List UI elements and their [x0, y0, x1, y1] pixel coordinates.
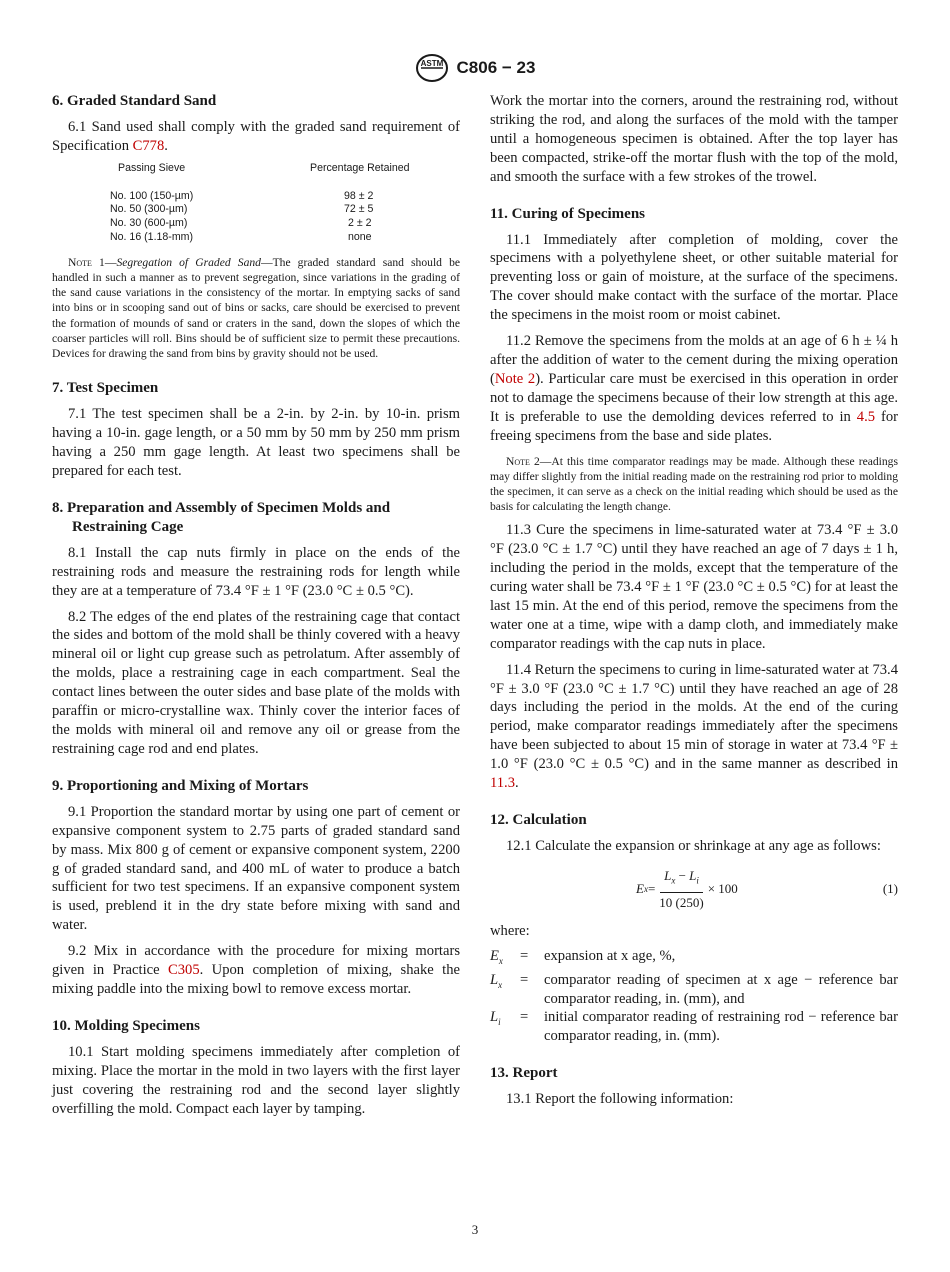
table-row: No. 50 (300-µm) 72 ± 5 [110, 203, 374, 216]
equation-fraction: $\frac{L_x - L_i}{10 (250)}$ [659, 868, 704, 910]
para-8-2: 8.2 The edges of the end plates of the restraining cage that contact the sides and bottom of the mold shall be thinly covered with a heavy mineral oil or light cup grease such as petrolatum. After assembly of the molds, place a restraining cage in each compartment. Seal the contact lines between the outer sides and base plate of the molds with paraffin or micro-crystalline wax. Thinly cover the interior faces of the molds with mineral oil and remove any oil or grease from the restraining cage rod and end plates. [52, 608, 460, 757]
para-11-2: 11.2 Remove the specimens from the molds at an age of 6 h ± ¼ h after the addition of water to the cement during the mixing operation (Note 2). Particular care must be exercised in this operation in order not to damage the specimens because of their low strength at this age. It is preferable to use the demolding devices referred to in 4.5 for freeing specimens from the base and side plates. [490, 333, 899, 444]
note-1: Note 1—Segregation of Graded Sand—The graded standard sand should be handled in such a manner as to prevent segregation, since variations in the grading of the sand cause variations in the consistency of the mortar. In emptying sacks of sand into bins or in scooping sand out of bins or sacks, care should be exercised to prevent the formation of mounds of sand or craters in the sand, down the slopes of which the coarser particles will roll. Bins should be of sufficient size to permit these precautions. Devices for drawing the sand from bins by gravity should not be used. [52, 255, 461, 361]
section-11-title: 11. Curing of Specimens [490, 205, 646, 222]
astm-logo-icon [415, 53, 449, 83]
note-2: Note 2—At this time comparator readings may be made. Although these readings may differ slightly from the initial reading made on the restraining rod prior to molding the specimen, it can serve as a check on the initial reading which should be used as the basis for calculating the length change. [490, 454, 898, 514]
equation-1: E x = $\frac{L_x - L_i}{10 (250)}$ × 100 (1) [490, 868, 898, 912]
para-10-1: 10.1 Start molding specimens immediately after completion of mixing. Place the mortar in the mold in two layers with the first layer just covering the restraining rod and the second layer slightly overfilling the mold. Compact each layer by tamping. [52, 1043, 460, 1117]
link-c305[interactable]: C305 [168, 962, 200, 979]
sieve-table [52, 162, 460, 245]
list-item: $L_i$ = initial comparator reading of restraining rod − reference bar comparator reading, in. (mm). [490, 1009, 898, 1045]
para-7-1: 7.1 The test specimen shall be a 2-in. by 2-in. by 10-in. prism having a 10-in. gage length, or a 50 mm by 50 mm by 250 mm prism having a 250 mm gage length. At least two specimens shall be prepared for each test. [52, 406, 460, 479]
right-column [490, 92, 898, 1109]
para-11-1: 11.1 Immediately after completion of molding, cover the specimens with a polyethylene sheet, or other suitable material for preventing loss or gain of moisture, at the surface of the specimens. The cover should make contact with the surface of the mortar. Place the specimens in the moist room or moist cabinet. [490, 231, 898, 324]
para-9-1: 9.1 Proportion the standard mortar by using one part of cement or expansive component system to 2.75 parts of graded standard sand by mass. Mix 800 g of cement or expansive component system, 2200 g of graded standard sand, and 400 mL of water to produce a batch sufficient for two test specimens. If an expansive component system is used, preblend it in the dry state before mixing with sand and water. [52, 803, 460, 934]
page-header [0, 52, 950, 84]
document-designation: C806 − 23 [456, 58, 536, 77]
definitions-list [490, 947, 898, 1046]
equation-number: (1) [882, 881, 898, 897]
para-11-3: 11.3 Cure the specimens in lime-saturated water at 73.4 °F ± 3.0 °F (23.0 °C ± 1.7 °C) until they have reached an age of 7 days ± 1 h, including the period in the molds, except that the temperature of the curing water shall be 73.4 °F ± 1 °F (23.0 °C ± 0.5 °C) for at least the last 15 min. At the end of this period, remove the specimens from the water one at a time, wipe with a damp cloth, and immediately make comparator readings with the cap nuts in place. [490, 522, 898, 652]
section-8-title: 8. Preparation and Assembly of Specimen Molds and Restraining Cage [52, 499, 391, 535]
para-8-1: 8.1 Install the cap nuts firmly in place on the ends of the restraining rods and measure the restraining rods for length while they are at a temperature of 73.4 °F ± 1 °F (23.0 °C ± 0.5 °C). [52, 544, 460, 599]
section-9-title: 9. Proportioning and Mixing of Mortars [52, 777, 309, 794]
para-6-1: 6.1 Sand used shall comply with the graded sand requirement of Specification C778. [52, 119, 460, 154]
link-4-5[interactable]: 4.5 [856, 408, 876, 425]
link-11-3[interactable]: 11.3 [490, 775, 515, 792]
para-12-1: 12.1 Calculate the expansion or shrinkage at any age as follows: [506, 838, 881, 854]
section-10-title: 10. Molding Specimens [52, 1017, 200, 1034]
page-number: 3 [471, 1222, 479, 1237]
link-c778[interactable]: C778 [132, 137, 165, 154]
para-9-2: 9.2 Mix in accordance with the procedure for mixing mortars given in Practice C305. Upon completion of mixing, shake the mixing paddle into the mixing bowl to remove excess mortar. [52, 943, 461, 997]
table-row: No. 16 (1.18-mm) none [110, 231, 372, 243]
list-item: $L_x$ = comparator reading of specimen at x age − reference bar comparator reading, in. (mm), and [490, 971, 898, 1007]
left-column [52, 92, 460, 1119]
para-13-1: 13.1 Report the following information: [506, 1091, 734, 1108]
where-label: where: [490, 922, 530, 939]
para-11-4: 11.4 Return the specimens to curing in lime-saturated water at 73.4 °F ± 3.0 °F (23.0 °C ± 1.7 °C) until they have reached an age of 28 days including the period in the molds. At the end of the curing period, make comparator readings immediately after the specimens have been subjected to about 15 min of storage in water at 73.4 °F ± 1.0 °F (23.0 °C ± 0.5 °C) and in the same manner as described in 11.3. [490, 661, 898, 792]
sieve-header-passing: Passing Sieve [118, 161, 186, 174]
link-note-2[interactable]: Note 2 [494, 370, 536, 387]
sieve-header-retained: Percentage Retained [310, 161, 410, 174]
section-13-title: 13. Report [490, 1065, 558, 1082]
list-item: $E_x$ = expansion at x age, %, [490, 947, 676, 966]
svg-text:ASTM: ASTM [420, 59, 443, 68]
section-7-title: 7. Test Specimen [52, 380, 159, 397]
section-12-title: 12. Calculation [490, 812, 587, 828]
section-6-title: 6. Graded Standard Sand [52, 93, 217, 109]
table-row: No. 30 (600-µm) 2 ± 2 [110, 217, 372, 230]
para-10-1-continued: Work the mortar into the corners, around the restraining rod, without striking the rod, and along the surfaces of the mold with the tamper until a homogeneous specimen is obtained. After the top layer has been compacted, strike-off the mortar flush with the top of the mold, and smooth the surface with a few strokes of the trowel. [490, 93, 898, 185]
table-row: No. 100 (150-µm) 98 ± 2 [110, 189, 374, 202]
